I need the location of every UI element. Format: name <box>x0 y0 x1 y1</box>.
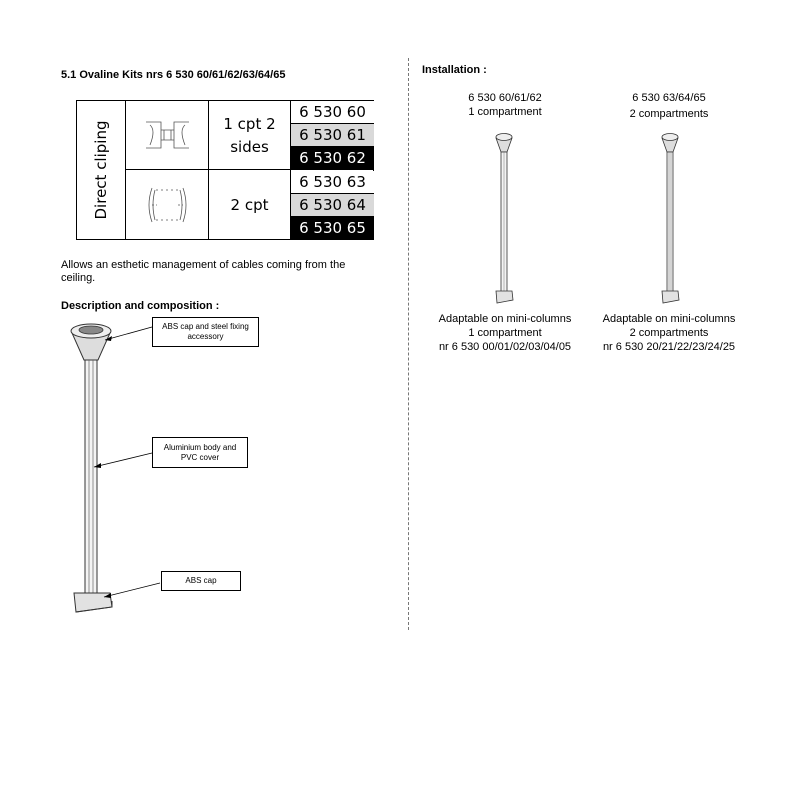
table-row-1-image <box>126 100 209 170</box>
intro-line-1: Allows an esthetic management of cables coming from the <box>61 259 346 271</box>
code-6-530-60: 6 530 60 <box>291 101 374 124</box>
install-right-ref: 6 530 63/64/65 <box>632 92 706 104</box>
callout-cap-line1: ABS cap and steel fixing <box>162 322 249 331</box>
callout-base <box>161 571 241 591</box>
install-right-compartments: 2 compartments <box>629 108 709 120</box>
callout-body-line2: PVC cover <box>180 453 220 462</box>
compartment-label-line2: sides <box>230 138 269 156</box>
code-6-530-63: 6 530 63 <box>291 171 374 194</box>
callout-body-line1: Aluminium body and <box>163 443 237 452</box>
install-right-adapt-3: nr 6 530 20/21/22/23/24/25 <box>602 341 736 353</box>
code-6-530-62: 6 530 62 <box>291 147 374 170</box>
column-divider <box>408 58 409 630</box>
install-right-adapt-2: 2 compartments <box>629 327 709 339</box>
table-vertical-cell <box>76 100 126 240</box>
table-row-2-image <box>126 170 209 240</box>
callout-cap-line2: accessory <box>187 332 224 341</box>
section-title: 5.1 Ovaline Kits nrs 6 530 60/61/62/63/64/65 <box>61 69 286 81</box>
code-6-530-61: 6 530 61 <box>291 124 374 147</box>
install-left-adapt-1: Adaptable on mini-columns <box>438 313 572 325</box>
callout-base-text: ABS cap <box>185 576 217 585</box>
column-2-compartment-illustration <box>656 128 686 308</box>
install-right-adapt-1: Adaptable on mini-columns <box>602 313 736 325</box>
callout-cap <box>152 317 259 347</box>
profile-1-compartment-icon <box>126 100 209 170</box>
install-left-adapt-2: 1 compartment <box>468 327 542 339</box>
install-left-adapt-3: nr 6 530 00/01/02/03/04/05 <box>438 341 572 353</box>
callout-body <box>152 437 248 468</box>
compartment-label-line1: 2 cpt <box>230 196 269 214</box>
vertical-label: Direct cliping <box>92 120 110 220</box>
column-1-compartment-illustration <box>490 128 520 308</box>
installation-heading: Installation : <box>422 64 487 76</box>
code-6-530-64: 6 530 64 <box>291 194 374 217</box>
code-6-530-65: 6 530 65 <box>291 217 374 240</box>
install-left-ref: 6 530 60/61/62 <box>468 92 542 104</box>
table-row-1-compartments <box>209 100 291 170</box>
install-left-compartments: 1 compartment <box>468 106 542 118</box>
table-row-2-compartments <box>209 170 291 240</box>
description-heading: Description and composition : <box>61 300 220 312</box>
compartment-label-line1: 1 cpt 2 <box>223 115 276 133</box>
profile-2-compartment-icon <box>126 170 209 240</box>
intro-line-2: ceiling. <box>61 272 96 284</box>
